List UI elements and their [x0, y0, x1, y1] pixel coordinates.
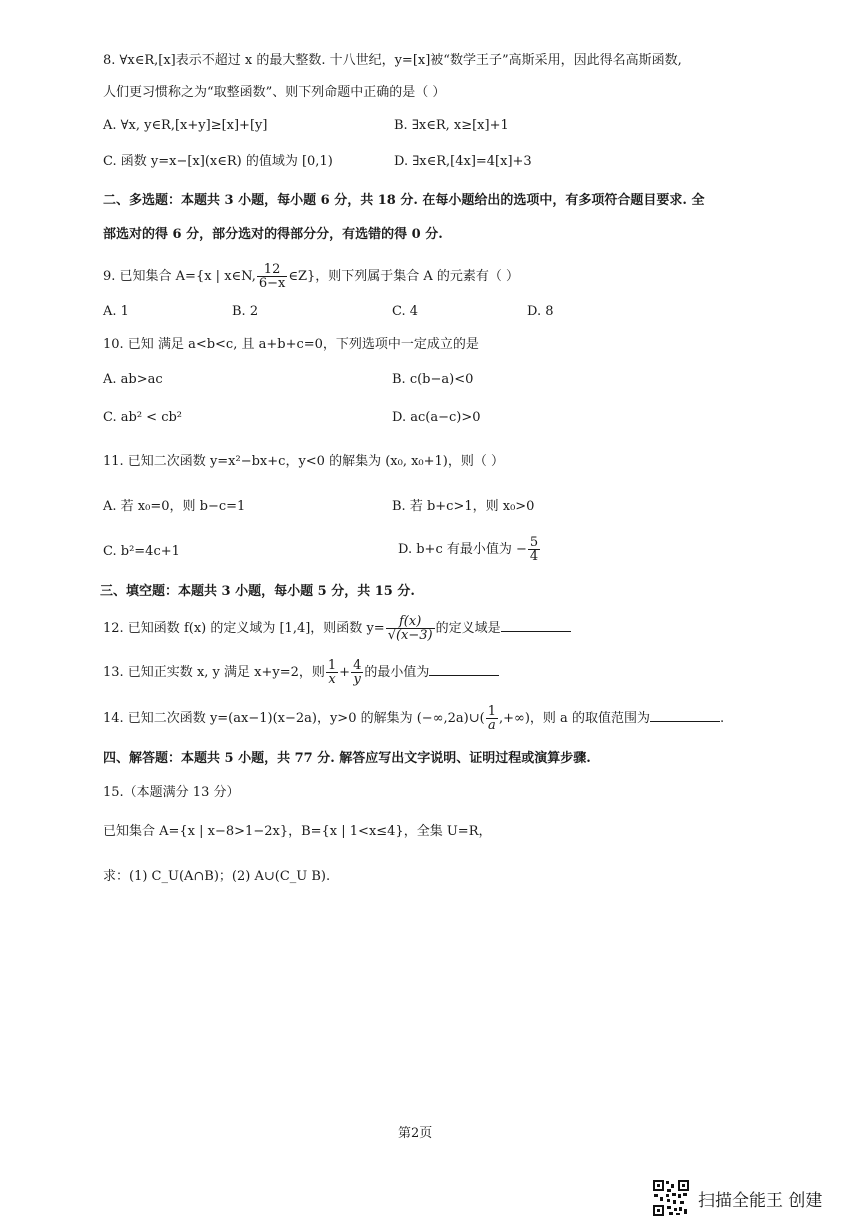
scanner-brand-text: 扫描全能王 创建 — [698, 1191, 823, 1211]
q15-title: 15.（本题满分 13 分） — [103, 785, 240, 800]
q11-option-d — [398, 533, 541, 567]
q8-stem-line1: 8. ∀x∈R,[x]表示不超过 x 的最大整数. 十八世纪，y=[x]被“数学王子”高斯采用，因此得名高斯函数, — [103, 53, 682, 68]
page-number: 第2页 — [398, 1126, 433, 1141]
q9-option-c: C. 4 — [392, 304, 419, 319]
q9-fraction — [257, 263, 288, 290]
section2-heading-line2: 部选对的得 6 分，部分选对的得部分分，有选错的得 0 分. — [103, 227, 443, 242]
section4-heading: 四、解答题：本题共 5 小题，共 77 分. 解答应写出文字说明、证明过程或演算步骤. — [103, 751, 591, 766]
q9-option-d: D. 8 — [527, 304, 554, 319]
q13-fraction-1-denominator: x — [328, 672, 336, 687]
q14-stem-pre: 14. 已知二次函数 y=(ax−1)(x−2a)，y>0 的解集为 (−∞,2a)∪( — [103, 711, 485, 726]
q10-option-c: C. ab² < cb² — [103, 410, 183, 425]
q8-stem-line2: 人们更习惯称之为“取整函数”、则下列命题中正确的是（ ） — [103, 85, 446, 100]
q13-stem-pre: 13. 已知正实数 x, y 满足 x+y=2，则 — [103, 665, 325, 680]
q11-option-d-denominator: 4 — [529, 549, 539, 564]
q14-stem-end: . — [719, 711, 725, 726]
q9-stem — [103, 260, 519, 294]
q12-stem-post: 的定义域是 — [435, 621, 501, 636]
q10-option-d: D. ac(a−c)>0 — [392, 410, 481, 425]
q12-answer-blank — [501, 619, 571, 632]
q8-option-c: C. 函数 y=x−[x](x∈R) 的值域为 [0,1) — [103, 154, 333, 169]
q13-stem — [103, 656, 499, 690]
q9-fraction-denominator: 6−x — [258, 276, 286, 291]
q10-option-a: A. ab>ac — [103, 372, 163, 387]
q9-stem-pre: 9. 已知集合 A={x | x∈N, — [103, 269, 256, 284]
q9-option-a: A. 1 — [103, 304, 129, 319]
q8-option-a: A. ∀x, y∈R,[x+y]≥[x]+[y] — [103, 118, 268, 133]
q12-fraction-numerator: f(x) — [386, 615, 435, 629]
q11-stem: 11. 已知二次函数 y=x²−bx+c，y<0 的解集为 (x₀, x₀+1)，则（ ） — [103, 454, 505, 469]
q8-option-b: B. ∃x∈R, x≥[x]+1 — [394, 118, 509, 133]
q14-stem-mid: ,+∞)，则 a 的取值范围为 — [499, 711, 650, 726]
q12-fraction — [386, 615, 435, 642]
q15-line2: 求：(1) C_U(A∩B)；(2) A∪(C_U B). — [103, 869, 331, 884]
q11-option-d-text: D. b+c 有最小值为 − — [398, 542, 527, 557]
section2-heading-line1: 二、多选题：本题共 3 小题，每小题 6 分，共 18 分. 在每小题给出的选项中，有多项符合题目要求. 全 — [103, 193, 705, 208]
q13-plus: + — [339, 665, 351, 680]
q13-fraction-1-numerator: 1 — [327, 658, 337, 673]
q12-stem-pre: 12. 已知函数 f(x) 的定义域为 [1,4]，则函数 y= — [103, 621, 385, 636]
q14-fraction-numerator: 1 — [487, 704, 496, 719]
q11-option-d-numerator: 5 — [529, 535, 539, 550]
q9-fraction-numerator: 12 — [257, 263, 288, 277]
q9-stem-post: ∈Z}，则下列属于集合 A 的元素有（ ） — [288, 269, 520, 284]
q11-option-c: C. b²=4c+1 — [103, 544, 180, 559]
q10-option-b: B. c(b−a)<0 — [392, 372, 474, 387]
q13-stem-post: 的最小值为 — [364, 665, 430, 680]
q10-stem: 10. 已知 满足 a<b<c, 且 a+b+c=0，下列选项中一定成立的是 — [103, 337, 479, 352]
q14-stem — [103, 702, 724, 736]
q13-fraction-2 — [351, 659, 363, 686]
q13-fraction-2-denominator: y — [353, 672, 361, 687]
q8-option-d: D. ∃x∈R,[4x]=4[x]+3 — [394, 154, 532, 169]
q11-option-b: B. 若 b+c>1，则 x₀>0 — [392, 499, 535, 514]
q13-fraction-2-numerator: 4 — [353, 658, 362, 673]
qr-code-icon — [652, 1179, 690, 1217]
q11-option-d-fraction — [528, 536, 540, 563]
q13-fraction-1 — [326, 659, 338, 686]
section3-heading: 三、填空题：本题共 3 小题，每小题 5 分，共 15 分. — [100, 584, 415, 599]
q13-answer-blank — [429, 663, 499, 676]
q12-fraction-denominator: √(x−3) — [387, 628, 433, 643]
q14-fraction-denominator: a — [487, 718, 496, 733]
q12-stem — [103, 612, 571, 646]
q14-answer-blank — [650, 709, 720, 722]
q9-option-b: B. 2 — [232, 304, 259, 319]
q15-line1: 已知集合 A={x | x−8>1−2x}，B={x | 1<x≤4}，全集 U=R， — [103, 824, 492, 839]
q14-fraction — [486, 705, 498, 732]
q11-option-a: A. 若 x₀=0，则 b−c=1 — [103, 499, 246, 514]
